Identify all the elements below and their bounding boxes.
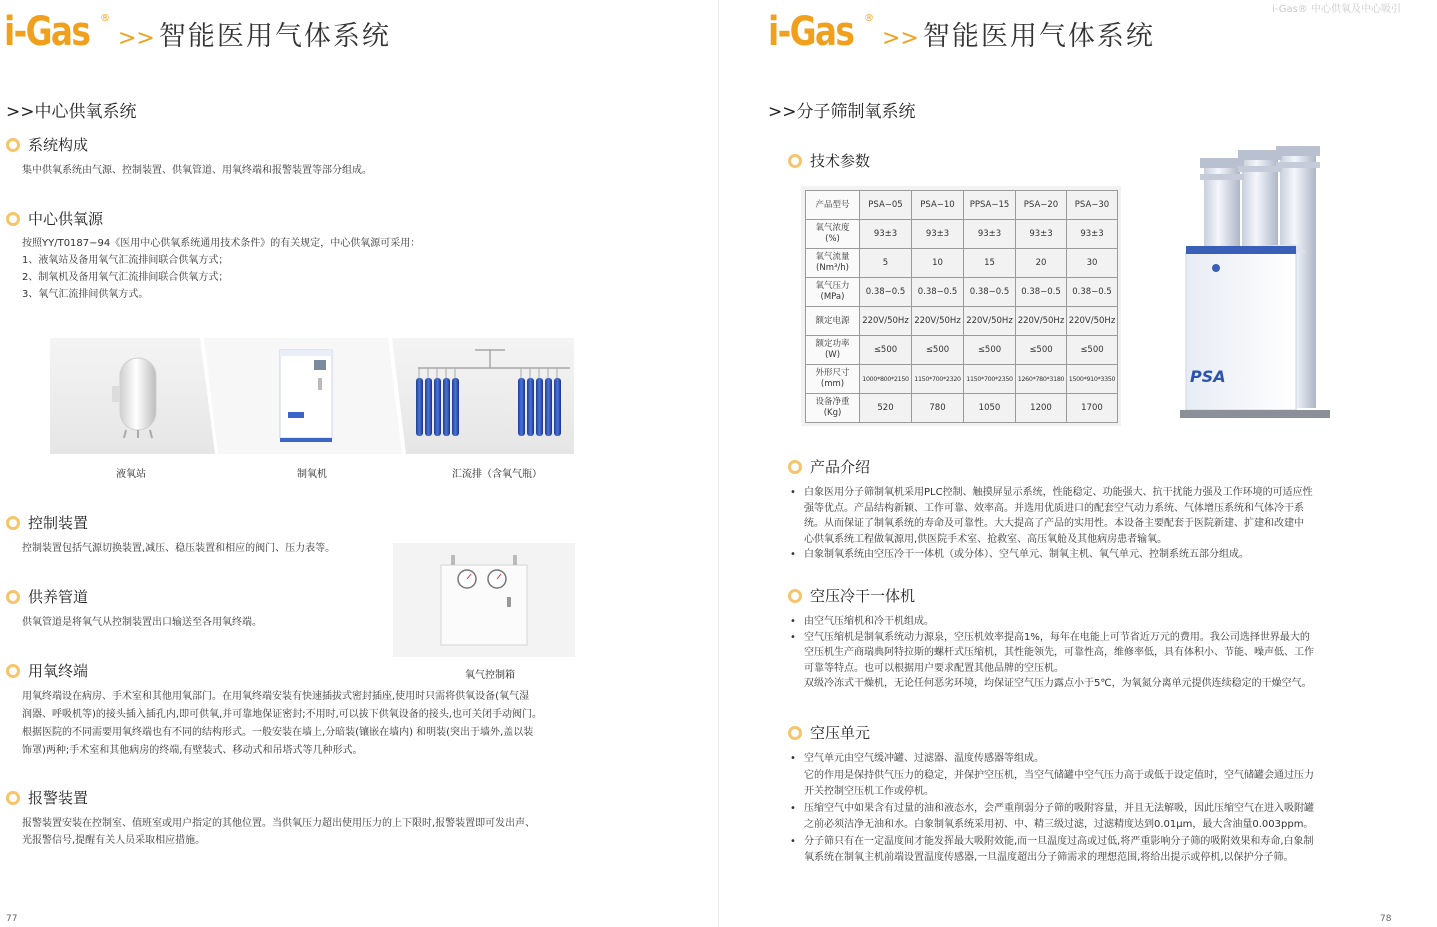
subsection-title: 产品介绍 — [810, 458, 871, 476]
subsection-header — [788, 456, 870, 477]
brand-title: 智能医用气体系统 — [922, 21, 1155, 52]
subsection-header — [6, 586, 88, 607]
table-cell: ≤500 — [860, 336, 912, 365]
table-row — [806, 220, 1118, 249]
oxygen-generator-icon — [280, 350, 332, 442]
caption-control-box: 氧气控制箱 — [465, 670, 515, 681]
table-cell: 93±3 — [860, 220, 912, 249]
table-row-label: 氧气压力 (MPa) — [806, 278, 860, 307]
table-row — [806, 249, 1118, 278]
table-cell: 93±3 — [964, 220, 1016, 249]
subsection-title: 用氧终端 — [28, 662, 89, 680]
paragraph-line: 光报警信号,提醒有关人员采取相应措施。 — [22, 835, 206, 846]
paragraph: 控制装置包括气源切换装置,减压、稳压装置和相应的阀门、压力表等。 — [22, 543, 336, 554]
paragraph-line: 1、液氧站及备用氧气汇流排间联合供氧方式； — [22, 255, 229, 266]
table-cell: 0.38−0.5 — [1067, 278, 1118, 307]
brand-registered: ® — [863, 13, 874, 24]
table-row — [806, 365, 1118, 394]
table-cell: ≤500 — [1016, 336, 1067, 365]
table-cell: 1000*800*2150 — [860, 365, 912, 394]
paragraph-line: 按照YY/T0187−94《医用中心供氧系统通用技术条件》的有关规定，中心供氧源可采用： — [22, 238, 421, 249]
subsection-title: 报警装置 — [28, 789, 89, 807]
subsection-title: 中心供氧源 — [28, 210, 104, 228]
table-row — [806, 394, 1118, 423]
paragraph-line: 饰罩)两种;手术室和其他病房的终端,有壁装式、移动式和吊塔式等几种形式。 — [22, 745, 363, 756]
air-unit-list — [790, 751, 1314, 867]
table-cell: 0.38−0.5 — [860, 278, 912, 307]
bullet-icon — [788, 154, 802, 168]
table-cell: 93±3 — [1016, 220, 1067, 249]
page-number: 78 — [1380, 914, 1392, 924]
subsection-title: 技术参数 — [810, 152, 871, 170]
page-number: 77 — [6, 914, 18, 924]
paragraph — [22, 815, 535, 849]
brand-arrows: >> — [881, 26, 919, 51]
spec-table — [805, 190, 1118, 423]
paragraph — [22, 688, 542, 760]
table-cell: ≤500 — [1067, 336, 1118, 365]
subsection-title: 空压冷干一体机 — [810, 587, 916, 605]
table-cell: PSA−10 — [912, 191, 964, 220]
table-row-label: 氧气浓度 (%) — [806, 220, 860, 249]
oxygen-source-images — [50, 338, 574, 454]
subsection-header — [788, 722, 870, 743]
caption-liquid-oxygen: 液氧站 — [116, 469, 146, 480]
table-row — [806, 278, 1118, 307]
subsection-title: 控制装置 — [28, 514, 89, 532]
subsection-header — [6, 787, 88, 808]
list-item: 开关控制空压机工作或停机。 — [804, 786, 934, 797]
paragraph-line: 润器、呼吸机等)的接头插入插孔内,即可供氧,并可靠地保证密封;不用时,可以拔下供氧设备的接头,也可关闭手动阀门。 — [22, 709, 542, 720]
table-cell: 1200 — [1016, 394, 1067, 423]
table-cell: 1150*700*2350 — [964, 365, 1016, 394]
subsection-header — [6, 660, 88, 681]
table-cell: 30 — [1067, 249, 1118, 278]
list-item: • 空气压缩机是制氧系统动力源泉，空压机效率提高1%，每年在电能上可节省近万元的费用。我公司选择世界最大的 — [790, 630, 1314, 646]
table-cell: 1150*700*2320 — [912, 365, 964, 394]
table-row-label: 氧气流量 (Nm³/h) — [806, 249, 860, 278]
table-cell: 0.38−0.5 — [964, 278, 1016, 307]
table-row — [806, 307, 1118, 336]
subsection-header — [6, 512, 88, 533]
table-cell: PSA−30 — [1067, 191, 1118, 220]
table-cell: PSA−20 — [1016, 191, 1067, 220]
subsection-header — [788, 585, 915, 606]
table-cell: 1260*780*3180 — [1016, 365, 1067, 394]
paragraph — [22, 235, 420, 303]
subsection-title: 系统构成 — [28, 136, 89, 154]
list-item: • 白象制氧系统由空压冷干一体机（或分体）、空气单元、制氧主机、氧气单元、控制系统五部分组成。 — [790, 547, 1313, 563]
subsection-header — [788, 150, 870, 171]
table-cell: PSA−05 — [860, 191, 912, 220]
list-item: 强等优点。产品结构新颖、工作可靠、效率高。并选用优质进口的配套空气动力系统、气体增压系统和气体冷干系 — [804, 502, 1304, 514]
oxygen-control-box-image — [393, 543, 575, 657]
table-row-label: 额定功率 (W) — [806, 336, 860, 365]
left-page — [0, 0, 718, 927]
list-item: 统。从而保证了制氧系统的寿命及可靠性。大大提高了产品的实用性。本设备主要配套于医院新建、扩建和改建中 — [804, 518, 1304, 529]
section-title: >>分子筛制氧系统 — [768, 102, 916, 122]
list-item: 它的作用是保持供气压力的稳定，并保护空压机，当空气储罐中空气压力高于或低于设定值时，空气储罐会通过压力 — [804, 769, 1314, 781]
bullet-icon — [788, 589, 802, 603]
paragraph: 供氧管道是将氧气从控制装置出口输送至各用氧终端。 — [22, 617, 262, 628]
table-row — [806, 336, 1118, 365]
table-cell: 93±3 — [1067, 220, 1118, 249]
table-cell: 220V/50Hz — [1016, 307, 1067, 336]
bullet-icon — [6, 212, 20, 226]
bullet-icon — [6, 791, 20, 805]
table-cell: 520 — [860, 394, 912, 423]
paragraph-line: 根据医院的不同需要用氧终端也有不同的结构形式。一般安装在墙上,分暗装(镶嵌在墙内) 和明装(突出于墙外,盖以装 — [22, 727, 534, 738]
list-item: 心供氧系统工程做氧源用,供医院手术室、抢救室、高压氧舱及其他病房患者输氧。 — [804, 533, 1168, 545]
list-item: • 分子筛只有在一定温度间才能发挥最大吸附效能,而一旦温度过高或过低,将严重影响分子筛的吸附效果和寿命,白象制 — [790, 834, 1314, 851]
list-item: 双级冷冻式干燥机，无论任何恶劣环境，均保证空气压力露点小于5℃，为氧氮分离单元提供连续稳定的干燥空气。 — [804, 678, 1312, 689]
list-item: • 空气单元由空气缓冲罐、过滤器、温度传感器等组成。 — [790, 751, 1314, 768]
table-cell: 780 — [912, 394, 964, 423]
list-item: 空压机生产商瑞典阿特拉斯的螺杆式压缩机，其性能领先，可靠性高，维修率低，具有体积小、节能、噪声低、工作 — [804, 647, 1314, 658]
brand-logo: i-Gas — [768, 9, 854, 55]
bullet-icon — [788, 460, 802, 474]
list-item: • 白象医用分子筛制氧机采用PLC控制、触摸屏显示系统，性能稳定、功能强大、抗干扰能力强及工作环境的可适应性 — [790, 485, 1313, 501]
section-title: >>中心供氧系统 — [6, 102, 137, 122]
intro-list — [790, 485, 1313, 563]
brand-title: 智能医用气体系统 — [158, 21, 391, 52]
table-row-label: 产品型号 — [806, 191, 860, 220]
brand-arrows: >> — [117, 26, 155, 51]
subsection-header — [6, 134, 88, 155]
table-cell: 20 — [1016, 249, 1067, 278]
list-item: 可靠等特点。也可以根据用户要求配置其他品牌的空压机。 — [804, 662, 1064, 674]
brand-header — [768, 10, 1155, 54]
list-item: 之前必须洁净无油和水。白象制氧系统采用初、中、精三级过滤，过滤精度达到0.01μm，最大含油量0.003ppm。 — [804, 819, 1314, 830]
table-row-label: 额定电源 — [806, 307, 860, 336]
table-cell: 220V/50Hz — [860, 307, 912, 336]
subsection-header — [6, 208, 103, 229]
bullet-icon — [6, 516, 20, 530]
running-header: i-Gas® 中心供氧及中心吸引 — [1271, 4, 1401, 15]
paragraph-line: 3、氧气汇流排间供氧方式。 — [22, 289, 149, 300]
subsection-title: 供养管道 — [28, 588, 89, 606]
brand-logo: i-Gas — [4, 9, 90, 55]
caption-generator: 制氧机 — [297, 469, 327, 480]
table-cell: 93±3 — [912, 220, 964, 249]
table-cell: 220V/50Hz — [1067, 307, 1118, 336]
paragraph: 集中供氧系统由气源、控制装置、供氧管道、用氧终端和报警装置等部分组成。 — [22, 165, 372, 176]
table-cell: 10 — [912, 249, 964, 278]
bullet-icon — [6, 590, 20, 604]
table-cell: 220V/50Hz — [964, 307, 1016, 336]
table-cell: ≤500 — [912, 336, 964, 365]
table-row-label: 外形尺寸 (mm) — [806, 365, 860, 394]
table-cell: ≤500 — [964, 336, 1016, 365]
table-cell: 1700 — [1067, 394, 1118, 423]
caption-manifold: 汇流排（含氧气瓶） — [452, 469, 542, 480]
brand-header — [4, 10, 391, 54]
table-cell: PPSA−15 — [964, 191, 1016, 220]
paragraph-line: 报警装置安装在控制室、值班室或用户指定的其他位置。当供氧压力超出使用压力的上下限时,报警装置即可发出声、 — [22, 818, 536, 829]
paragraph-line: 2、制氧机及备用氧气汇流排间联合供氧方式； — [22, 272, 229, 283]
table-header-row — [806, 191, 1118, 220]
subsection-title: 空压单元 — [810, 724, 871, 742]
psa-oxygen-generator-image — [1176, 140, 1366, 440]
paragraph-line: 用氧终端设在病房、手术室和其他用氧部门。在用氧终端安装有快速插拔式密封插座,使用时只需将供氧设备(氧气湿 — [22, 691, 530, 702]
list-item: • 压缩空气中如果含有过量的油和液态水，会严重削弱分子筛的吸附容量，并且无法解吸，因此压缩空气在进入吸附罐 — [790, 801, 1314, 818]
table-cell: 220V/50Hz — [912, 307, 964, 336]
table-cell: 0.38−0.5 — [912, 278, 964, 307]
bullet-icon — [788, 726, 802, 740]
table-row-label: 设备净重 (Kg) — [806, 394, 860, 423]
compressor-list — [790, 614, 1314, 692]
table-cell: 1050 — [964, 394, 1016, 423]
table-cell: 1500*910*3350 — [1067, 365, 1118, 394]
psa-logo-text: PSA — [1190, 367, 1226, 386]
brand-registered: ® — [99, 13, 110, 24]
list-item: • 由空气压缩机和冷干机组成。 — [790, 614, 1314, 630]
bullet-icon — [6, 664, 20, 678]
bullet-icon — [6, 138, 20, 152]
table-cell: 15 — [964, 249, 1016, 278]
list-item: 氧系统在制氧主机前端设置温度传感器,一旦温度超出分子筛需求的理想范围,将给出提示或停机,以保护分子筛。 — [804, 852, 1294, 863]
table-cell: 0.38−0.5 — [1016, 278, 1067, 307]
table-cell: 5 — [860, 249, 912, 278]
